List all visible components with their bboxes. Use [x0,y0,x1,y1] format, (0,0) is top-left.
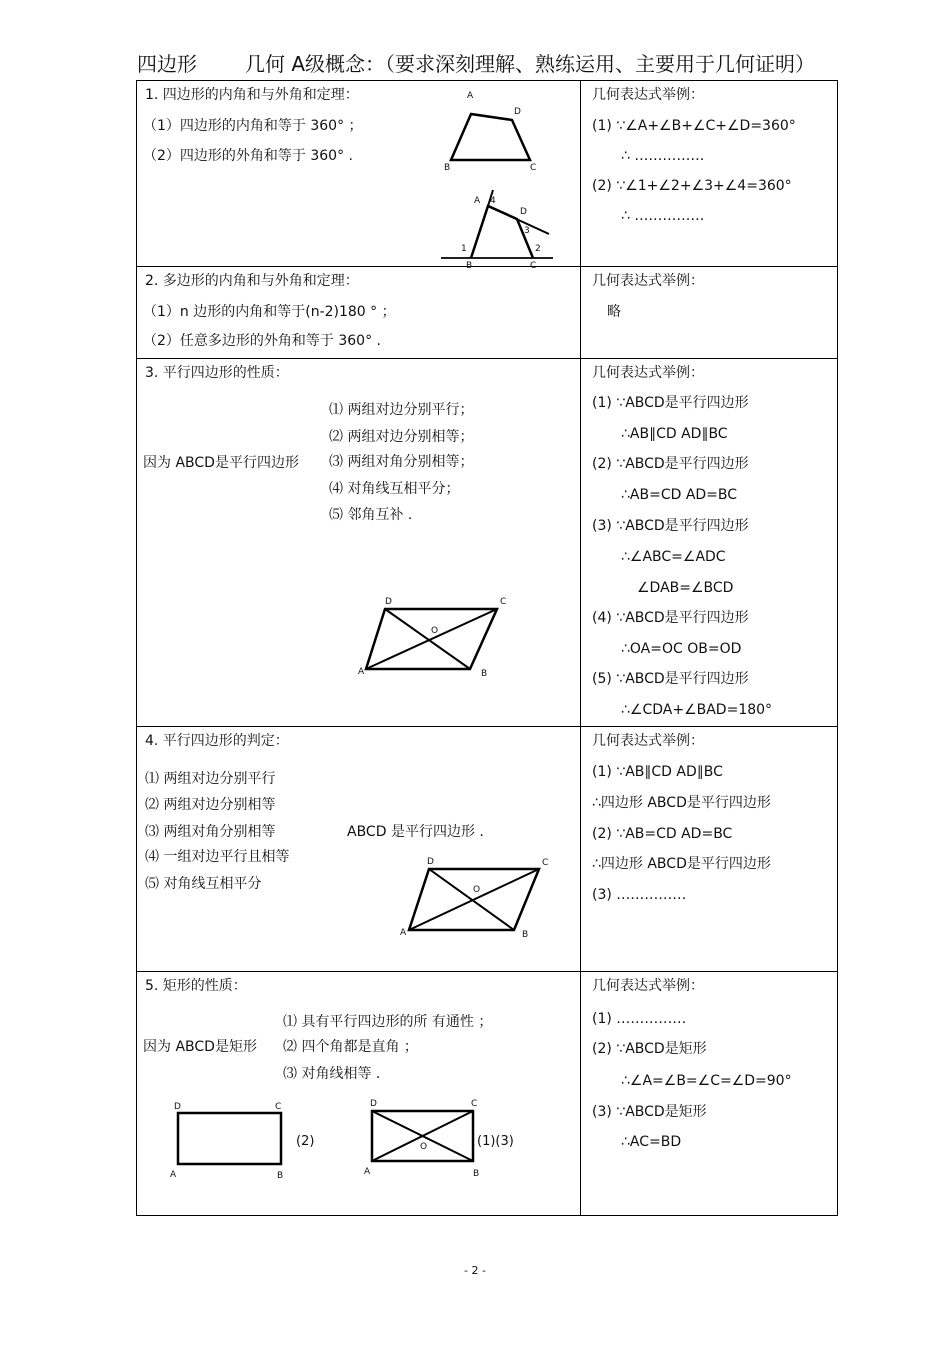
fig1-label-d: D [514,107,521,117]
s2-item-2: （2）任意多边形的外角和等于 360° . [143,333,381,349]
s3-prop-2: ⑵ 两组对边分别相等； [329,429,474,445]
title-right: 几何 A级概念：（要求深刻理解、熟练运用、主要用于几何证明） [245,52,816,76]
s3-fig-label-a: A [358,667,365,677]
s5-fig2-label-c: C [471,1099,478,1109]
s3-example-10: (5) ∵ABCD是平行四边形 [592,671,749,687]
s5-fig2-tag: (1)(3) [477,1134,514,1149]
section-5-title: 5. 矩形的性质： [145,978,247,994]
s1-item-2: （2）四边形的外角和等于 360° . [143,148,353,164]
s5-prop-1: ⑴ 具有平行四边形的所 有通性 ； [283,1014,493,1030]
s5-example-2: (2) ∵ABCD是矩形 [592,1041,707,1057]
s5-example-3: ∴∠A=∠B=∠C=∠D=90° [621,1073,792,1089]
s3-fig-label-o: O [431,626,439,636]
s3-example-9: ∴OA=OC OB=OD [621,641,742,657]
section-3-title: 3. 平行四边形的性质： [145,365,289,381]
exterior-angle-figure [437,186,567,271]
s5-fig1-label-d: D [174,1102,181,1112]
s4-fig-label-a: A [400,928,407,938]
s5-fig1-label-c: C [275,1102,282,1112]
fig1-label-a: A [467,91,474,101]
s5-fig2-label-a: A [364,1167,371,1177]
page-number: - 2 - [464,1264,486,1277]
fig2-label-1: 1 [461,244,467,254]
fig1-label-c: C [530,163,537,173]
rectangle-diagonals-figure [363,1099,553,1179]
s4-cond-3: ⑶ 两组对角分别相等 [145,824,276,840]
quadrilateral-figure [437,89,547,173]
s3-example-7: ∠DAB=∠BCD [637,580,734,596]
fig2-label-3: 3 [524,226,530,236]
s3-fig-label-c: C [500,597,507,607]
fig2-label-b: B [466,261,473,271]
s3-prop-5: ⑸ 邻角互补 . [329,507,413,523]
s3-example-8: (4) ∵ABCD是平行四边形 [592,610,749,626]
s3-fig-label-d: D [385,597,392,607]
s5-fig1-label-b: B [277,1171,284,1181]
s4-cond-2: ⑵ 两组对边分别相等 [145,797,276,813]
s5-fig2-label-o: O [420,1142,428,1152]
fig2-label-2: 2 [535,244,541,254]
s3-example-11: ∴∠CDA+∠BAD=180° [621,702,773,718]
s3-example-3: (2) ∵ABCD是平行四边形 [592,456,749,472]
fig2-label-d: D [520,207,527,217]
s4-example-2: ∴四边形 ABCD是平行四边形 [592,795,771,811]
s3-prop-1: ⑴ 两组对边分别平行； [329,402,474,418]
section-1-title: 1. 四边形的内角和与外角和定理： [145,87,359,103]
fig2-label-4: 4 [490,196,496,206]
s3-example-5: (3) ∵ABCD是平行四边形 [592,518,749,534]
fig2-label-c: C [530,261,537,271]
s4-expr-label: 几何表达式举例： [592,733,704,749]
s5-fig2-label-d: D [370,1099,377,1109]
parallelogram-figure [352,594,512,684]
s5-expr-label: 几何表达式举例： [592,978,704,994]
s1-example-4: ∴ …………… [621,208,705,224]
s4-fig-label-o: O [473,885,481,895]
s4-cond-4: ⑷ 一组对边平行且相等 [145,849,290,865]
s1-item-1: （1）四边形的内角和等于 360° ； [143,118,363,134]
s5-example-4: (3) ∵ABCD是矩形 [592,1104,707,1120]
s5-fig2-label-b: B [473,1169,480,1179]
s4-fig-label-b: B [522,930,529,940]
title-left: 四边形 [137,52,197,76]
parallelogram-figure-2 [399,857,559,947]
quadrilateral-shape [451,114,530,160]
s4-example-3: (2) ∵AB=CD AD=BC [592,826,733,842]
s5-prop-2: ⑵ 四个角都是直角 ； [283,1039,418,1055]
s1-example-2: ∴ …………… [621,148,705,164]
s3-example-1: (1) ∵ABCD是平行四边形 [592,395,749,411]
page-title [137,48,815,77]
s5-prop-3: ⑶ 对角线相等 . [283,1066,381,1082]
fig1-label-b: B [444,163,451,173]
s1-example-3: (2) ∵∠1+∠2+∠3+∠4=360° [592,178,792,194]
s4-example-4: ∴四边形 ABCD是平行四边形 [592,856,771,872]
s3-because: 因为 ABCD是平行四边形 [143,455,299,471]
s4-conclusion: ABCD 是平行四边形 . [347,824,484,840]
s5-fig1-label-a: A [170,1170,177,1180]
s1-example-1: (1) ∵∠A+∠B+∠C+∠D=360° [592,118,796,134]
fig2-label-a: A [474,196,481,206]
s2-item-1: （1）n 边形的内角和等于(n-2)180 ° ； [143,304,396,320]
s4-cond-1: ⑴ 两组对边分别平行 [145,771,276,787]
s3-expr-label: 几何表达式举例： [592,365,704,381]
s5-example-1: (1) …………… [592,1011,687,1027]
section-2-title: 2. 多边形的内角和与外角和定理： [145,273,359,289]
rectangle-figure [169,1101,349,1181]
s3-example-6: ∴∠ABC=∠ADC [621,549,726,565]
s4-cond-5: ⑸ 对角线互相平分 [145,876,262,892]
s4-example-5: (3) …………… [592,887,687,903]
s3-fig-label-b: B [481,669,488,679]
s1-expr-label: 几何表达式举例： [592,87,704,103]
s4-fig-label-c: C [542,858,549,868]
section-4-title: 4. 平行四边形的判定： [145,733,289,749]
s3-example-2: ∴AB∥CD AD∥BC [621,426,728,442]
s2-example-1: 略 [607,304,621,320]
s4-example-1: (1) ∵AB∥CD AD∥BC [592,764,723,780]
s3-prop-3: ⑶ 两组对角分别相等； [329,454,474,470]
s5-fig1-tag: (2) [296,1134,315,1149]
s3-example-4: ∴AB=CD AD=BC [621,487,738,503]
s2-expr-label: 几何表达式举例： [592,273,704,289]
s5-because: 因为 ABCD是矩形 [143,1039,257,1055]
s4-fig-label-d: D [427,857,434,867]
concept-table [136,80,838,1216]
s3-prop-4: ⑷ 对角线互相平分； [329,481,460,497]
s5-example-5: ∴AC=BD [621,1134,682,1150]
